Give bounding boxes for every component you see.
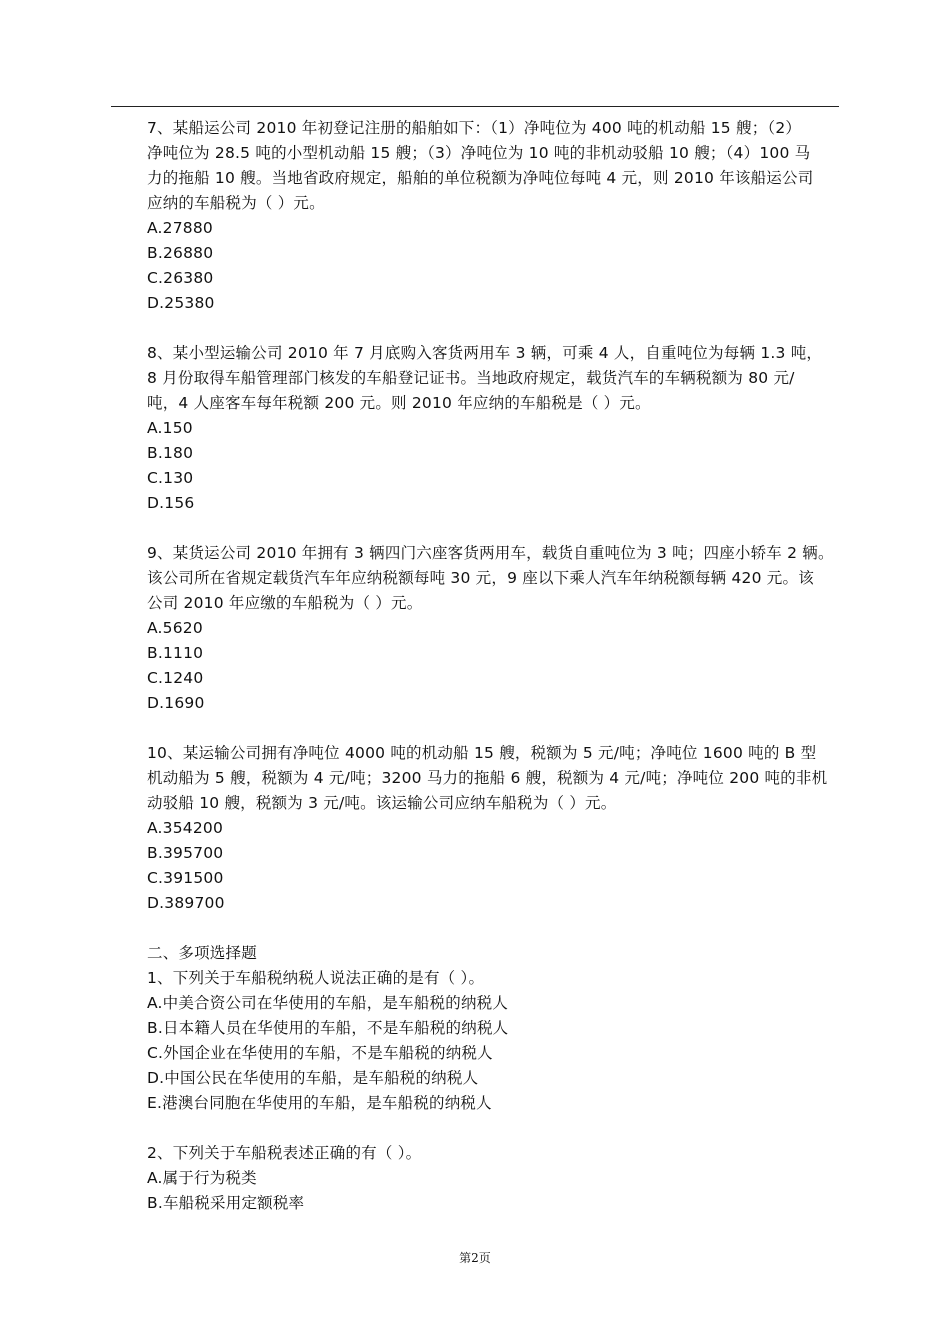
question-7: [147, 116, 839, 316]
question-stem-line: 8 月份取得车船管理部门核发的车船登记证书。当地政府规定，载货汽车的车辆税额为 80 元/: [147, 369, 795, 387]
question-stem-line: 7、某船运公司 2010 年初登记注册的船舶如下：（1）净吨位为 400 吨的机动船 15 艘；（2）: [147, 119, 802, 137]
option-b: B.车船税采用定额税率: [147, 1194, 305, 1212]
page-content: [147, 116, 839, 1216]
question-stem-line: 9、某货运公司 2010 年拥有 3 辆四门六座客货两用车，载货自重吨位为 3 吨；四座小轿车 2 辆。: [147, 544, 834, 562]
option-c: C.130: [147, 469, 194, 487]
option-a: A.27880: [147, 219, 213, 237]
option-a: A.中美合资公司在华使用的车船，是车船税的纳税人: [147, 994, 509, 1012]
question-9: [147, 541, 839, 716]
option-d: D.25380: [147, 294, 215, 312]
option-b: B.日本籍人员在华使用的车船，不是车船税的纳税人: [147, 1019, 509, 1037]
page-number: 第2页: [459, 1251, 491, 1265]
option-a: A.5620: [147, 619, 203, 637]
option-c: C.1240: [147, 669, 204, 687]
question-stem-line: 吨，4 人座客车每年税额 200 元。则 2010 年应纳的车船税是（ ）元。: [147, 394, 651, 412]
option-a: A.150: [147, 419, 193, 437]
header-rule: [111, 106, 839, 107]
question-stem-line: 公司 2010 年应缴的车船税为（ ）元。: [147, 594, 423, 612]
option-d: D.1690: [147, 694, 205, 712]
spacer: [147, 1116, 839, 1141]
option-e: E.港澳台同胞在华使用的车船，是车船税的纳税人: [147, 1094, 492, 1112]
question-stem-line: 8、某小型运输公司 2010 年 7 月底购入客货两用车 3 辆，可乘 4 人，自重吨位为每辆 1.3 吨，: [147, 344, 823, 362]
question-stem-line: 动驳船 10 艘，税额为 3 元/吨。该运输公司应纳车船税为（ ）元。: [147, 794, 617, 812]
option-c: C.391500: [147, 869, 224, 887]
spacer: [147, 516, 839, 541]
question-stem-line: 该公司所在省规定载货汽车年应纳税额每吨 30 元，9 座以下乘人汽车年纳税额每辆 420 元。该: [147, 569, 814, 587]
question-stem-line: 1、下列关于车船税纳税人说法正确的是有（ ）。: [147, 969, 485, 987]
multi-question-1: [147, 966, 839, 1116]
spacer: [147, 716, 839, 741]
option-b: B.180: [147, 444, 194, 462]
option-d: D.156: [147, 494, 195, 512]
option-d: D.中国公民在华使用的车船，是车船税的纳税人: [147, 1069, 479, 1087]
option-c: C.外国企业在华使用的车船，不是车船税的纳税人: [147, 1044, 493, 1062]
option-c: C.26380: [147, 269, 214, 287]
question-stem-line: 应纳的车船税为（ ）元。: [147, 194, 325, 212]
option-a: A.属于行为税类: [147, 1169, 257, 1187]
question-10: [147, 741, 839, 916]
spacer: [147, 916, 839, 941]
spacer: [147, 316, 839, 341]
question-8: [147, 341, 839, 516]
question-stem-line: 力的拖船 10 艘。当地省政府规定，船舶的单位税额为净吨位每吨 4 元，则 2010 年该船运公司: [147, 169, 814, 187]
question-stem-line: 净吨位为 28.5 吨的小型机动船 15 艘；（3）净吨位为 10 吨的非机动驳船 10 艘；（4）100 马: [147, 144, 811, 162]
question-stem-line: 机动船为 5 艘，税额为 4 元/吨；3200 马力的拖船 6 艘，税额为 4 元/吨；净吨位 200 吨的非机: [147, 769, 828, 787]
option-d: D.389700: [147, 894, 225, 912]
option-b: B.26880: [147, 244, 214, 262]
question-stem-line: 2、下列关于车船税表述正确的有（ ）。: [147, 1144, 422, 1162]
option-a: A.354200: [147, 819, 224, 837]
option-b: B.1110: [147, 644, 204, 662]
option-b: B.395700: [147, 844, 224, 862]
question-stem-line: 10、某运输公司拥有净吨位 4000 吨的机动船 15 艘，税额为 5 元/吨；净吨位 1600 吨的 B 型: [147, 744, 817, 762]
section-heading: 二、多项选择题: [147, 944, 257, 962]
multi-question-2: [147, 1141, 839, 1216]
